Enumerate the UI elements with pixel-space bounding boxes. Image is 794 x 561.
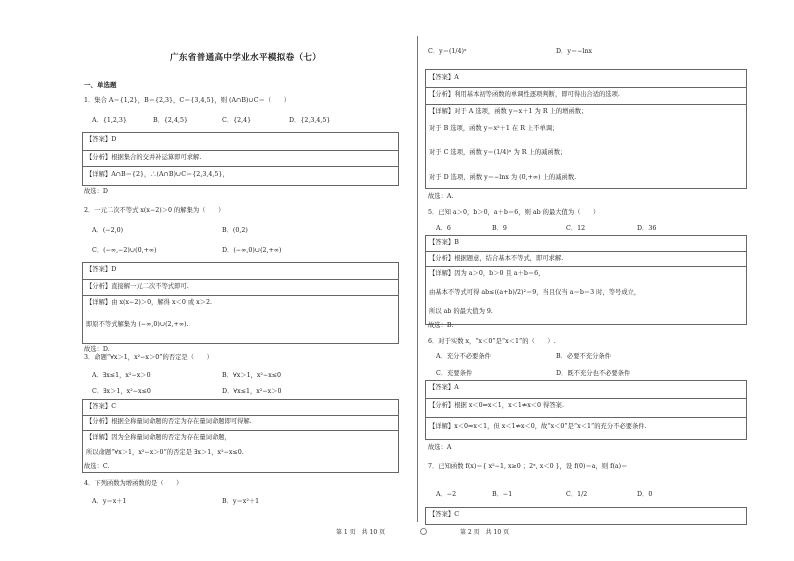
answer-box-divider (83, 415, 398, 416)
answer-line: 由基本不等式可得 ab≤((a+b)/2)²＝9，当且仅当 a＝b＝3 时，等号成立， (429, 289, 641, 296)
answer-line: 所以 ab 的最大值为 9. (429, 308, 493, 315)
answer-line: 所以命题“∀x＞1，x²−x＞0”的否定是 ∃x＞1，x²−x≤0. (86, 449, 244, 456)
answer-line: 【答案】A (429, 74, 459, 81)
right-text: 故选：B. (428, 322, 454, 329)
right-text: C．1/2 (566, 491, 588, 498)
answer-line: 【答案】D (86, 136, 117, 143)
left-text: 4．下列函数为增函数的是（ ） (84, 480, 183, 487)
answer-line: 【答案】C (86, 403, 117, 410)
right-text: A．6 (436, 225, 451, 232)
footer-page-left: 第 1 页 共 10 页 (336, 529, 386, 536)
right-text: B．必要不充分条件 (556, 353, 612, 360)
answer-box-divider (426, 417, 746, 418)
answer-line: 【分析】根据集合的交并补运算即可求解. (86, 154, 202, 161)
answer-box-divider (426, 87, 746, 88)
answer-box-divider (426, 266, 746, 267)
answer-line: 【详解】因为 a＞0，b＞0 且 a＋b＝6， (429, 270, 545, 277)
answer-line: 对于 C 选项，函数 y＝(1/4)ˣ 为 R 上的减函数； (429, 149, 567, 156)
right-text: 故选：A. (428, 193, 454, 200)
answer-line: 【答案】A (429, 384, 459, 391)
left-text: B．(0,2) (222, 227, 248, 234)
left-text: 3．命题“∀x＞1，x²−x＞0”的否定是（ ） (84, 354, 213, 361)
answer-box-divider (426, 251, 746, 252)
left-text: B．y＝x²＋1 (222, 498, 260, 505)
page-divider (417, 36, 418, 522)
answer-line: 【详解】x＜0⇒x＜1，但 x＜1⇏x＜0，故“x＜0”是“x＜1”的充分不必要条件. (429, 423, 647, 430)
right-text: A．充分不必要条件 (436, 353, 491, 360)
answer-box (82, 399, 399, 473)
answer-box (425, 235, 747, 325)
binding-hole-icon (420, 528, 427, 535)
answer-box-divider (83, 279, 398, 280)
answer-box-divider (83, 430, 398, 431)
left-text: B．{2,4,5} (153, 117, 188, 124)
right-text: C．y＝(1/4)ˣ (428, 48, 467, 55)
answer-line: 【答案】C (429, 511, 460, 518)
left-text: 故选：D. (84, 346, 110, 353)
left-text: 一、单选题 (84, 81, 117, 89)
right-text: 5．已知 a＞0，b＞0，a＋b＝6，则 ab 的最大值为（ ） (428, 209, 600, 216)
left-text: B．∀x＞1，x²−x≤0 (222, 372, 282, 379)
right-text: C．12 (566, 225, 586, 232)
right-text: B．9 (492, 225, 507, 232)
left-text: A．(−2,0) (92, 227, 124, 234)
left-text: A．y＝x＋1 (92, 498, 127, 505)
answer-box-divider (426, 398, 746, 399)
left-text: D．∀x≤1，x²−x＞0 (222, 388, 282, 395)
right-text: A．−2 (436, 491, 457, 498)
answer-line: 【分析】利用基本初等函数的单调性逐项判断，即可得出合适的选项. (429, 91, 620, 98)
right-text: D．0 (637, 491, 653, 498)
left-text: C．(−∞,−2)∪(0,+∞) (92, 247, 157, 254)
right-text: B．−1 (492, 491, 513, 498)
answer-line: 【详解】因为全称量词命题的否定为存在量词命题， (86, 434, 231, 441)
left-text: D．{2,3,4,5} (289, 117, 331, 124)
answer-box (425, 69, 747, 189)
answer-line: 对于 B 选项，函数 y＝x²＋1 在 R 上不单调； (429, 125, 559, 132)
answer-line: 【答案】B (429, 239, 459, 246)
answer-box (425, 380, 747, 440)
answer-line: 对于 D 选项，函数 y＝−lnx 为 (0,+∞) 上的减函数. (429, 174, 577, 181)
answer-line: 【分析】根据题意，结合基本不等式，即可求解. (429, 255, 564, 262)
answer-line: 即原不等式解集为 (−∞,0)∪(2,+∞). (86, 321, 189, 328)
answer-line: 【详解】A∩B＝{2}，∴(A∩B)∪C＝{2,3,4,5}， (86, 171, 229, 178)
answer-line: 【详解】对于 A 选项，函数 y＝x＋1 为 R 上的增函数； (429, 108, 588, 115)
right-text: 7．已知函数 f(x)＝{ x²−1, x≥0 ；2ˣ, x＜0 }，设 f(0)＝a，则 f(a)＝ (428, 463, 628, 470)
left-text: 故选：C. (84, 463, 110, 470)
footer-page-right: 第 2 页 共 10 页 (460, 529, 510, 536)
left-text: 1．集合 A＝{1,2}，B＝{2,3}，C＝{3,4,5}，则 (A∩B)∪C＝（ ） (84, 97, 291, 104)
answer-box-divider (83, 295, 398, 296)
left-text: 故选：D (84, 188, 108, 195)
answer-line: 【答案】D (86, 266, 117, 273)
exam-title: 广东省普通高中学业水平模拟卷（七） (170, 53, 322, 63)
answer-box-divider (83, 150, 398, 151)
right-text: D．36 (637, 225, 657, 232)
right-text: C．充要条件 (436, 370, 473, 377)
right-text: 6．对于实数 x，“x＜0”是“x＜1”的（ ）. (428, 338, 556, 345)
answer-line: 【详解】由 x(x−2)＞0，解得 x＜0 或 x＞2. (86, 299, 212, 306)
right-text: D．y＝−lnx (556, 48, 593, 55)
left-text: 2．一元二次不等式 x(x−2)＞0 的解集为（ ） (84, 207, 225, 214)
left-text: A．∃x≤1，x²−x＞0 (92, 372, 151, 379)
answer-line: 【分析】根据 x＜0⇒x＜1，x＜1⇏x＜0 得答案. (429, 402, 564, 409)
right-text: D．既不充分也不必要条件 (556, 370, 631, 377)
answer-box (82, 132, 399, 186)
answer-box-divider (83, 166, 398, 167)
right-text: 故选：A (428, 444, 452, 451)
left-text: A．{1,2,3} (92, 117, 127, 124)
answer-box (82, 262, 399, 344)
answer-box-divider (426, 104, 746, 105)
answer-line: 【分析】直接解一元二次不等式即可. (86, 283, 189, 290)
left-text: C．∃x＞1，x²−x≤0 (92, 388, 151, 395)
answer-line: 【分析】根据全称量词命题的否定为存在量词命题即可得解. (86, 418, 252, 425)
answer-box (425, 507, 747, 525)
left-text: C．{2,4} (222, 117, 252, 124)
left-text: D．(−∞,0)∪(2,+∞) (222, 247, 282, 254)
